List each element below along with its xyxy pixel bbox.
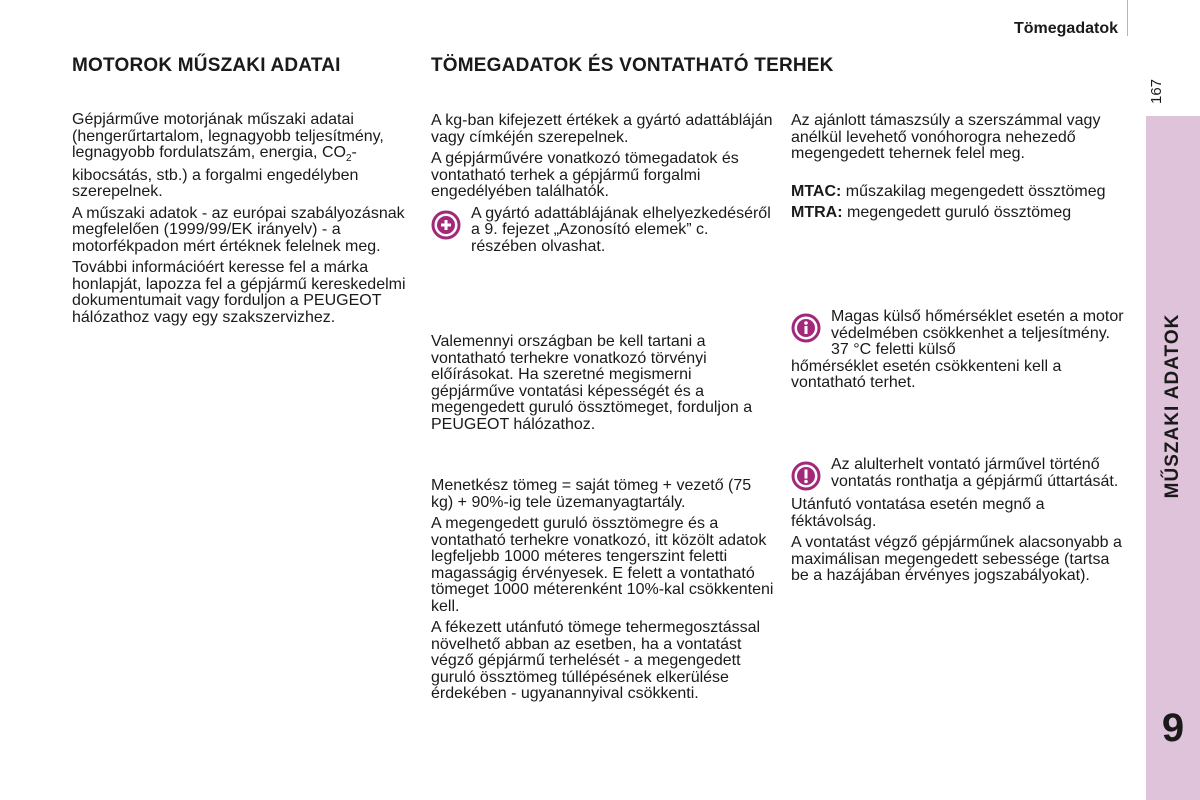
paragraph: Az ajánlott támaszsúly a szerszámmal vagy anélkül levehető vonóhorogra nehezedő megengedett tehernek felel meg. — [791, 112, 1101, 162]
paragraph: A fékezett utánfutó tömege tehermegosztással növelhető abban az esetben, ha a vontatást végző gépjármű terhelését - a megengedett guruló össztömeg túllépésének elkerülése érdekében - ugyanannyival csökkenti. — [431, 619, 761, 702]
info-icon — [791, 313, 821, 343]
header-divider — [1127, 0, 1128, 36]
tip-text: A gyártó adattáblájának elhelyezkedéséről a 9. fejezet „Azonosító elemek” c. részében olvashat. — [471, 204, 771, 255]
section-heading-weights: TÖMEGADATOK ÉS VONTATHATÓ TERHEK — [431, 55, 834, 76]
paragraph: További információért keresse fel a márka honlapját, lapozza fel a gépjármű kereskedelmi dokumentumait vagy forduljon a PEUGEOT hálózathoz vagy egy szakszervizhez. — [72, 259, 406, 326]
column-weights-top — [431, 113, 776, 260]
info-text-continued: hőmérséklet esetén csökkenteni kell a vontatható terhet. — [791, 357, 1062, 391]
paragraph: A megengedett guruló össztömegre és a vontatható terhekre vonatkozó, itt közölt adatok legfeljebb 1000 méteres tengerszint feletti magasságig érvényesek. E felett a vontatható tömeget 1000 méterenként 10%-kal csökkenteni kell. — [431, 515, 774, 615]
info-text: Magas külső hőmérséklet esetén a motor védelmében csökkenhet a teljesítmény. 37 °C feletti külső — [831, 308, 1124, 358]
tip-note — [431, 206, 776, 256]
column-engines — [72, 112, 417, 331]
paragraph: Menetkész tömeg = saját tömeg + vezető (75 kg) + 90%-ig tele üzemanyagtartály. — [431, 477, 752, 511]
column-weights-bottom — [431, 478, 776, 708]
info-note — [791, 309, 1131, 397]
chapter-tab-label: MŰSZAKI ADATOK — [1162, 313, 1183, 499]
paragraph: A kg-ban kifejezett értékek a gyártó adattábláján vagy címkéjén szerepelnek. — [431, 112, 773, 146]
warning-note — [791, 457, 1131, 590]
chapter-tab — [1146, 116, 1200, 800]
plus-icon — [431, 210, 461, 240]
section-heading-engines: MOTOROK MŰSZAKI ADATAI — [72, 55, 341, 76]
column-towing-top — [791, 113, 1131, 227]
paragraph: A műszaki adatok - az európai szabályozásnak megfelelően (1999/99/EK irányelv) - a motorfékpadon mért értéknek felelnek meg. — [72, 204, 405, 255]
warning-icon — [791, 461, 821, 491]
page-header-title: Tömegadatok — [1013, 20, 1118, 37]
paragraph: Valemennyi országban be kell tartani a vontatható terhekre vonatkozó törvényi előírásokat. Ha szeretné megismerni gépjárműve vontatási képességét és a megengedett guruló össztömeget, forduljon a PEUGEOT hálózathoz. — [431, 333, 753, 433]
page-number: 167 — [1148, 78, 1165, 104]
warning-text: Az alulterhelt vontató járművel történő vontatás ronthatja a gépjármű úttartását. — [831, 456, 1119, 490]
paragraph: A vontatást végző gépjárműnek alacsonyabb a maximálisan megengedett sebessége (tartsa be a hazájában érvényes jogszabályokat). — [791, 534, 1122, 584]
paragraph: Utánfutó vontatása esetén megnő a féktávolság. — [791, 496, 1045, 530]
mtra-definition: MTRA: megengedett guruló össztömeg — [791, 204, 1072, 221]
paragraph: A gépjárművére vonatkozó tömegadatok és vontatható terhek a gépjármű forgalmi engedélyében találhatók. — [431, 150, 739, 200]
column-weights-middle — [431, 334, 776, 438]
paragraph: Gépjárműve motorjának műszaki adatai (hengerűrtartalom, legnagyobb teljesítmény, legnagyobb fordulatszám, energia, $CO_2$-kibocsátás, stb.) a forgalmi engedélyben szerepelnek. — [72, 111, 384, 201]
chapter-number: 9 — [1161, 706, 1185, 750]
mtac-definition: MTAC: műszakilag megengedett össztömeg — [791, 182, 1106, 200]
